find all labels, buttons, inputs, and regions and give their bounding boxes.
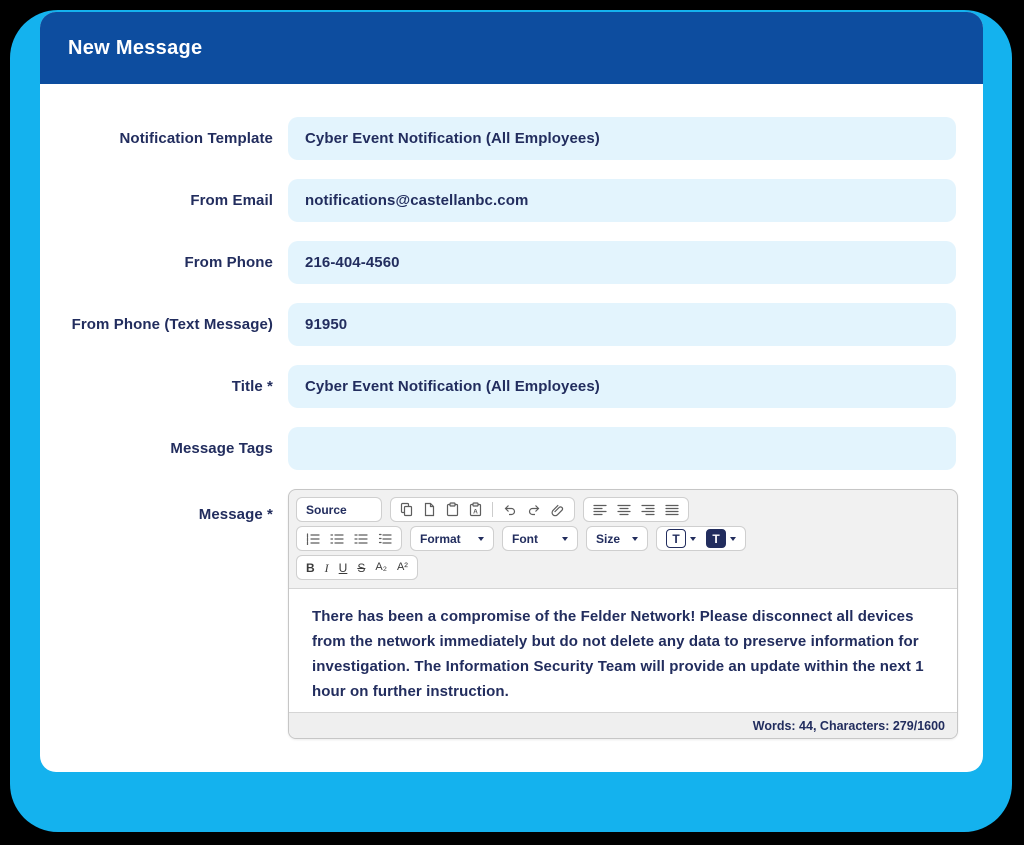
from-phone-input[interactable]: 216-404-4560 [288,241,956,284]
svg-text:A: A [473,508,478,516]
align-justify-icon[interactable] [665,504,679,516]
align-center-icon[interactable] [617,504,631,516]
from-phone-label: From Phone [184,254,273,271]
copy-icon[interactable] [400,502,413,517]
format-dropdown[interactable] [410,526,494,551]
color-group [656,526,746,551]
editor-status-bar [289,712,957,738]
from-phone-text-input[interactable]: 91950 [288,303,956,346]
chevron-down-icon [478,537,484,541]
text-color-button[interactable] [666,529,696,548]
form-row-title [40,365,983,408]
new-page-icon[interactable] [423,502,436,517]
toolbar-row-2 [296,526,950,551]
from-email-input[interactable]: notifications@castellanbc.com [288,179,956,222]
word-character-count: Words: 44, Characters: 279/1600 [752,718,945,733]
notification-template-label: Notification Template [119,130,273,147]
form-row-notification-template [40,117,983,160]
form-row-from-phone-text [40,303,983,346]
background-color-button[interactable] [706,529,736,548]
toolbar-row-1 [296,497,950,522]
indent-icon[interactable] [378,533,392,545]
form-row-from-email [40,179,983,222]
notification-template-input[interactable]: Cyber Event Notification (All Employees) [288,117,956,160]
message-tags-label: Message Tags [170,440,273,457]
chevron-down-icon [632,537,638,541]
chevron-down-icon [690,537,696,541]
app-frame [10,10,1012,832]
title-input[interactable]: Cyber Event Notification (All Employees) [288,365,956,408]
font-dropdown[interactable] [502,526,578,551]
redo-icon[interactable] [527,504,541,516]
chevron-down-icon [562,537,568,541]
subscript-button[interactable]: A₂ [375,561,387,573]
message-form [40,84,983,739]
from-email-label: From Email [190,192,273,209]
page-title: New Message [68,36,203,59]
chevron-down-icon [730,537,736,541]
superscript-button[interactable]: A² [396,561,408,573]
size-dropdown-label: Size [596,531,621,546]
list-group [296,526,402,551]
strikethrough-button[interactable]: S [357,560,366,575]
bold-button[interactable]: B [306,560,315,575]
source-button[interactable]: Source [296,497,382,522]
attach-icon[interactable] [551,503,565,517]
outdent-icon[interactable] [354,533,368,545]
align-right-icon[interactable] [641,504,655,516]
from-phone-text-label: From Phone (Text Message) [71,316,273,333]
rich-text-editor [288,489,958,739]
numbered-list-icon[interactable] [306,533,320,545]
undo-icon[interactable] [503,504,517,516]
background-color-icon: T [706,529,726,548]
card-header [40,12,983,84]
format-dropdown-label: Format [420,531,461,546]
editor-toolbar [289,490,957,588]
italic-button[interactable]: I [324,560,329,575]
text-style-group [296,555,418,580]
text-color-icon: T [666,529,686,548]
font-dropdown-label: Font [512,531,538,546]
message-tags-input[interactable] [288,427,956,470]
underline-button[interactable]: U [338,560,348,575]
title-label: Title * [231,378,273,395]
form-row-message [40,489,983,739]
paste-text-icon[interactable] [469,502,482,517]
size-dropdown[interactable] [586,526,648,551]
form-row-from-phone [40,241,983,284]
clipboard-group [390,497,575,522]
toolbar-separator [492,502,493,517]
bullet-list-icon[interactable] [330,533,344,545]
alignment-group [583,497,689,522]
toolbar-row-3 [296,555,950,580]
align-left-icon[interactable] [593,504,607,516]
new-message-card [40,12,983,772]
form-row-message-tags [40,427,983,470]
message-editor-content[interactable]: There has been a compromise of the Felder Network! Please disconnect all devices from the network immediately but do not delete any data to preserve information for investigation. The Information Security Team will provide an update within the next 1 hour on further instruction. [289,588,957,712]
message-label: Message * [198,506,273,523]
paste-icon[interactable] [446,502,459,517]
